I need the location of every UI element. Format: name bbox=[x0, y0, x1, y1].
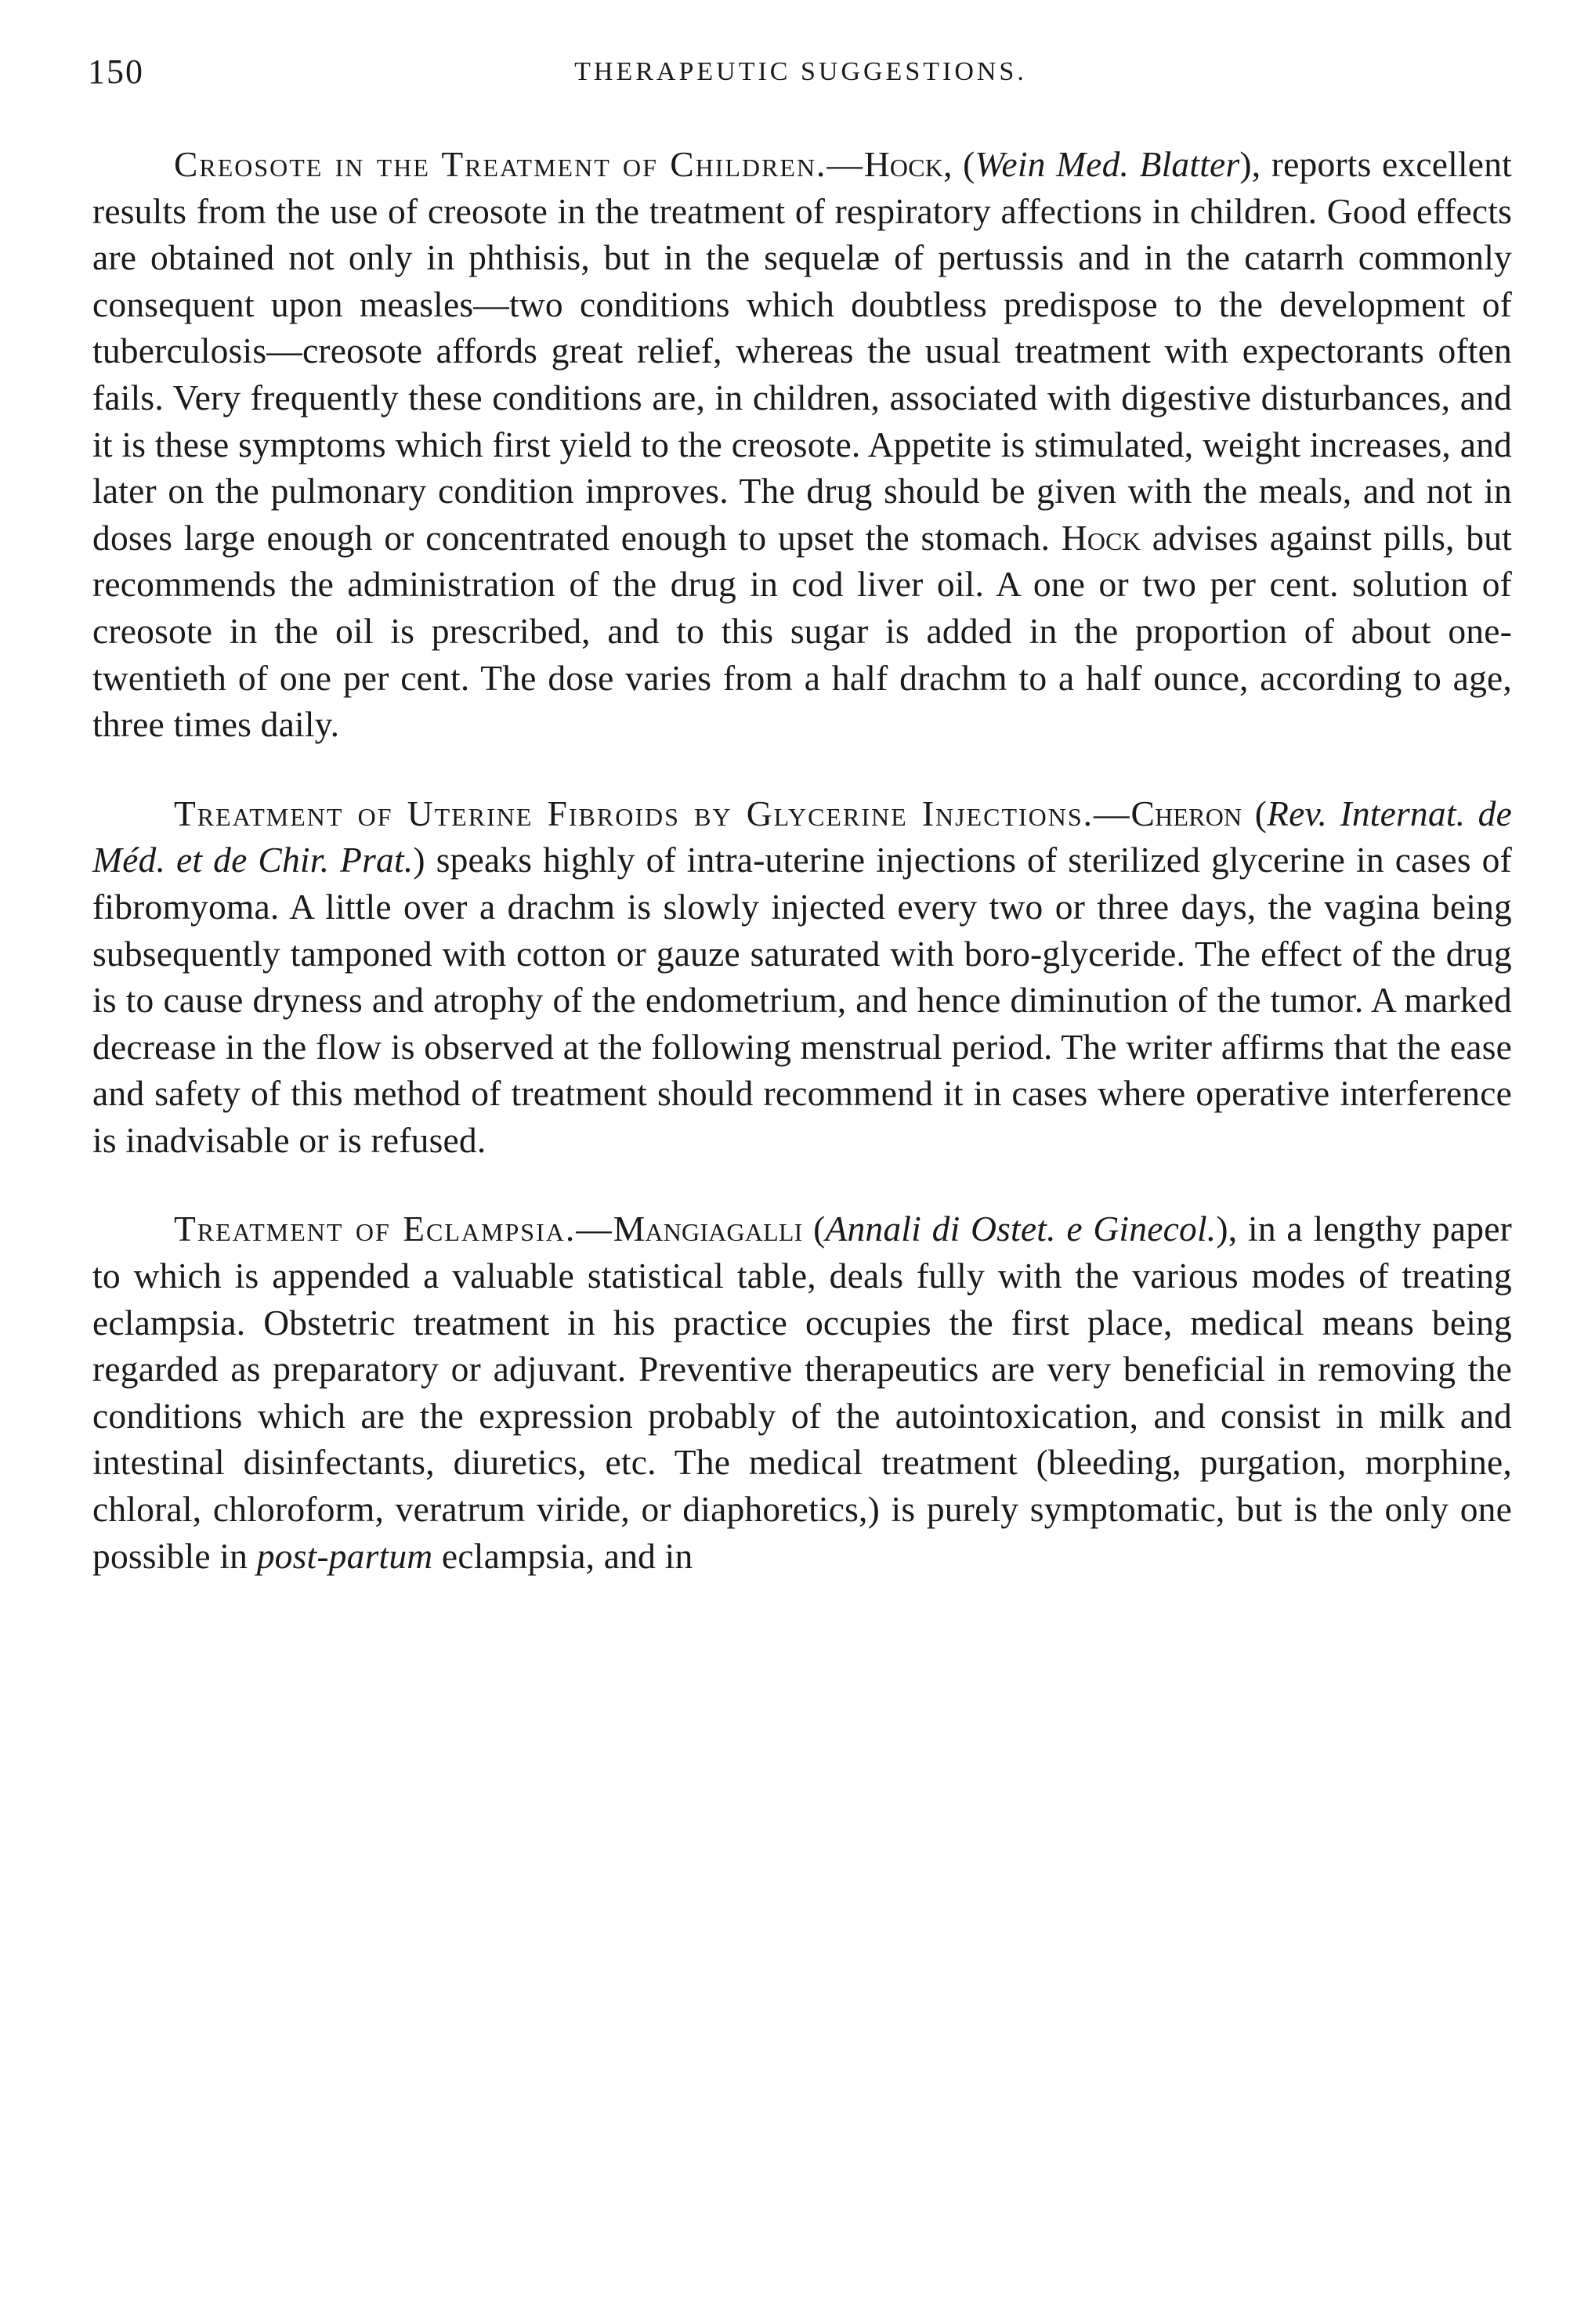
source-open: ( bbox=[1242, 793, 1268, 833]
article-author: Hock, bbox=[863, 144, 953, 184]
article-source: Rev. Internat. de Méd. et de Chir. Prat. bbox=[92, 793, 1512, 880]
article-heading: Treatment of Eclampsia.— bbox=[174, 1209, 613, 1249]
article-uterine-fibroids bbox=[92, 790, 1512, 1164]
article-author: Mangiagalli bbox=[613, 1209, 803, 1249]
article-author-mention: Hock bbox=[1061, 517, 1141, 558]
source-close: ) bbox=[413, 840, 425, 880]
italic-phrase: post-partum bbox=[256, 1535, 433, 1576]
source-close: ), bbox=[1239, 144, 1261, 184]
article-text: in a lengthy paper to which is appended a valuable statistical table, deals fully with the various modes of treating eclampsia. Obstetric treatment in his practice occupies the first place, medical means being regarded as preparatory or adjuvant. Preventive therapeutics are very beneficial in removing the conditions which are the expression probably of the autointoxication, and consist in milk and intestinal disinfectants, diuretics, etc. The medical treatment (bleeding, purgation, morphine, chloral, chloroform, veratrum viride, or diaphoretics,) is purely symptomatic, but is the only one possible in bbox=[92, 1209, 1513, 1576]
source-open: ( bbox=[802, 1209, 826, 1249]
article-text-end: eclampsia, and in bbox=[432, 1535, 693, 1576]
running-title: THERAPEUTIC SUGGESTIONS. bbox=[574, 57, 1027, 86]
article-creosote bbox=[92, 141, 1512, 748]
running-head bbox=[88, 49, 1514, 96]
article-source: Annali di Ostet. e Ginecol. bbox=[825, 1209, 1217, 1249]
page-number: 150 bbox=[88, 52, 144, 91]
article-eclampsia bbox=[92, 1205, 1512, 1579]
article-text-end: advises against pills, but recommends the administration of the drug in cod liver oil. A one or two per cent. solution of creosote in the oil is prescribed, and to this sugar is added in the proportion of about one-twentieth of one per cent. The dose varies from a half drachm to a half ounce, according to age, three times daily. bbox=[92, 517, 1512, 745]
body-text bbox=[92, 141, 1512, 1621]
source-close: ), bbox=[1216, 1209, 1238, 1249]
article-source: Wein Med. Blatter bbox=[975, 144, 1240, 184]
article-text: speaks highly of intra-uterine injections of sterilized glycerine in cases of fibromyoma. A little over a drachm is slowly injected every two or three days, the vagina being subsequently tamponed with cotton or gauze saturated with boro-glyceride. The effect of the drug is to cause dryness and atrophy of the endometrium, and hence diminution of the tumor. A marked decrease in the flow is observed at the following menstrual period. The writer affirms that the ease and safety of this method of treatment should recommend it in cases where operative interference is inadvisable or is refused. bbox=[92, 840, 1512, 1160]
article-heading: Creosote in the Treatment of Children.— bbox=[174, 144, 864, 184]
article-heading: Treatment of Uterine Fibroids by Glycerine Injections.— bbox=[174, 793, 1131, 833]
source-open: ( bbox=[952, 144, 975, 184]
article-author: Cheron bbox=[1130, 793, 1242, 833]
article-text: reports excellent results from the use of creosote in the treatment of respiratory affections in children. Good effects are obtained not only in phthisis, but in the sequelæ of pertussis and in the catarrh commonly consequent upon measles—two conditions which doubtless predispose to the development of tuberculosis—creosote affords great relief, whereas the usual treatment with expectorants often fails. Very frequently these conditions are, in children, associated with digestive disturbances, and it is these symptoms which first yield to the creosote. Appetite is stimulated, weight increases, and later on the pulmonary condition improves. The drug should be given with the meals, and not in doses large enough or concentrated enough to upset the stomach. bbox=[92, 144, 1512, 558]
